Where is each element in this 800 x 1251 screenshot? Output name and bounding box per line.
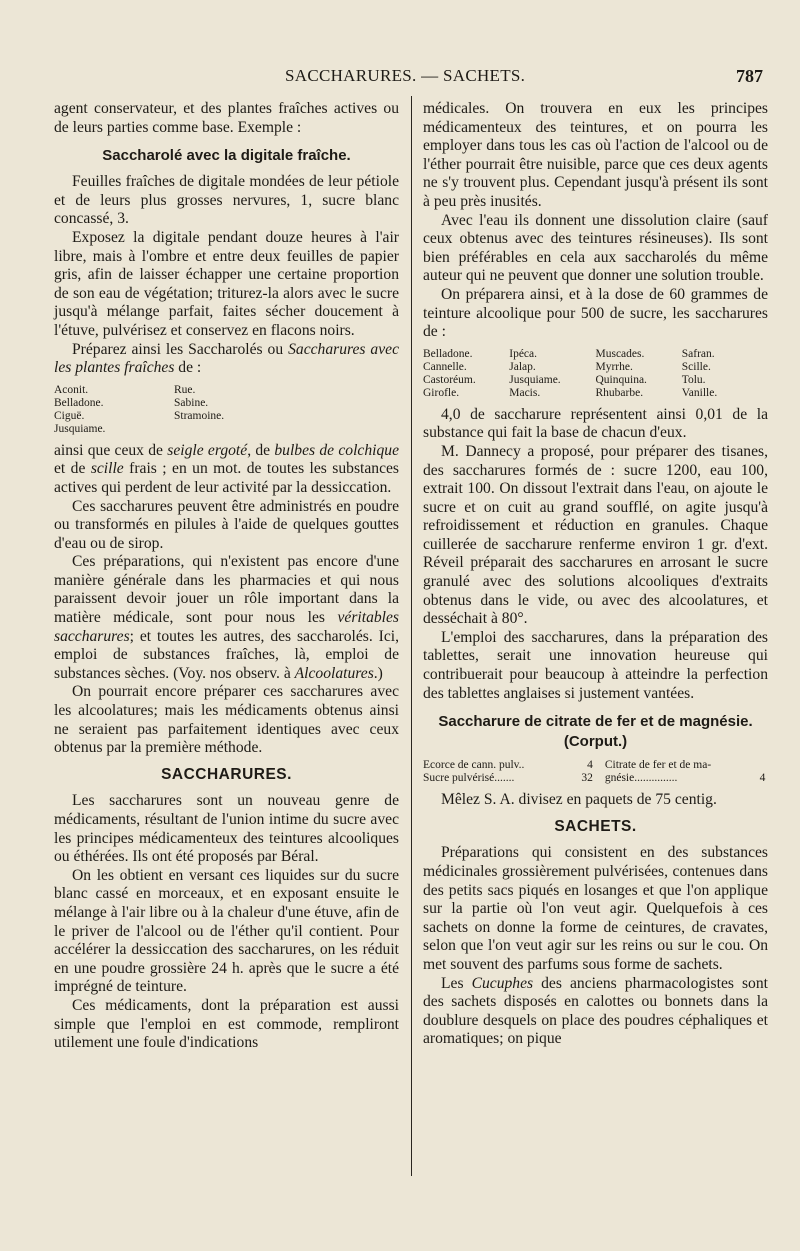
formula-row xyxy=(423,759,768,772)
text-run: ainsi que ceux de xyxy=(54,441,168,459)
list-cell: Rue. xyxy=(174,383,196,396)
list-cell: Aconit. xyxy=(54,383,89,396)
list-cell: Rhubarbe. xyxy=(595,386,644,399)
italic-run: Cucuphes xyxy=(471,974,534,992)
list-cell: Muscades. xyxy=(595,347,645,360)
list-row xyxy=(423,348,768,361)
right-column xyxy=(423,100,768,1049)
paragraph: On les obtient en versant ces liquides sur du sucre blanc cassé en morceaux, et en exposant ensuite le mélange à l'air libre ou à la chaleur d'une étuve, afin de le priver de l'alcool ou de l'éther qu'il contient. Pour accélérer la dessiccation des saccharures, on les réduit en une poudre grossière 24 h. après que le sucre a été imprégné de teinture. xyxy=(54,866,399,996)
page-header xyxy=(0,62,800,92)
paragraph: Exposez la digitale pendant douze heures à l'air libre, mais à l'ombre et entre deux feuilles de papier gris, afin de laisser échapper une certaine proportion de son eau de végétation; triturez-la alors avec le sucre jusqu'à mélange parfait, faites sécher doucement à l'étuve, pulvérisez et conservez en flacons noirs. xyxy=(54,228,399,339)
text-run: Ces préparations, qui n'existent pas encore d'une manière générale dans les pharmacies et qui nous paraissent devoir jouer un rôle important dans la matière médicale, sont pour nous les xyxy=(54,553,399,627)
italic-run: scille xyxy=(90,460,124,478)
list-cell: Belladone. xyxy=(54,396,104,409)
list-cell: Vanille. xyxy=(681,386,718,399)
section-heading: SACCHARURES. xyxy=(161,765,292,783)
italic-run: bulbes de colchique xyxy=(274,441,399,459)
section-subheading: (Corput.) xyxy=(563,733,628,751)
list-cell: Sabine. xyxy=(174,396,209,409)
list-cell: Tolu. xyxy=(681,373,706,386)
plant-list xyxy=(54,384,294,436)
ingredient: gnésie............... xyxy=(604,772,678,785)
list-cell: Ciguë. xyxy=(54,409,85,422)
left-column xyxy=(54,100,399,1053)
running-title: SACCHARURES. — SACHETS. xyxy=(285,66,526,85)
section-heading: Saccharure de citrate de fer et de magnésie. xyxy=(438,713,753,731)
text-run: .) xyxy=(373,664,383,682)
paragraph: On préparera ainsi, et à la dose de 60 grammes de teinture alcoolique pour 500 de sucre, les saccharures de : xyxy=(423,285,768,341)
list-row xyxy=(54,397,294,410)
list-cell: Jusquiame. xyxy=(54,422,106,435)
list-cell xyxy=(174,423,294,436)
ingredient: Sucre pulvérisé....... xyxy=(423,772,515,785)
text-run: et de xyxy=(54,460,91,478)
paragraph: Ces médicaments, dont la préparation est aussi simple que l'emploi en est commode, rempliront utilement une foule d'indications xyxy=(54,996,399,1052)
saccharure-list xyxy=(423,348,768,400)
formula-table xyxy=(423,759,768,785)
paragraph: L'emploi des saccharures, dans la préparation des tablettes, serait une innovation heureuse qui contribuerait pour beaucoup à atteindre la perfection des tablettes anglaises si justement vantées. xyxy=(423,628,768,702)
paragraph xyxy=(54,442,399,498)
text-run: ; et toutes les autres, des saccharolés. Ici, emploi de substances fraîches, là, emploi de substances sèches. (Voy. nos observ. à xyxy=(54,627,399,682)
section-heading: SACHETS. xyxy=(554,817,637,835)
formula-row xyxy=(423,772,768,785)
paragraph: 4,0 de saccharure représentent ainsi 0,01 de la substance qui fait la base de chacun d'eux. xyxy=(423,405,768,442)
ingredient: Ecorce de cann. pulv.. xyxy=(423,759,525,772)
text-run: de : xyxy=(174,359,202,377)
quantity: 32 xyxy=(581,772,593,785)
text-run: Les xyxy=(441,974,472,992)
list-cell: Safran. xyxy=(681,347,715,360)
list-cell: Scille. xyxy=(681,360,711,373)
list-cell: Macis. xyxy=(509,386,541,399)
column-divider xyxy=(411,96,412,1176)
paragraph: M. Dannecy a proposé, pour préparer des tisanes, des saccharures formés de : sucre 1200, eau 100, extrait 100. On dissout l'extrait dans l'eau, on ajoute le sucre et on cuit au grand soufflé, on agite jusqu'à refroidissement et réduction en granules. Chaque cuillerée de saccharure renferme environ 1 gr. d'ext. Réveil préparait des saccharures en arrosant le sucre granulé avec des solutions alcooliques d'extraits obtenus dans le vide, ou avec des alcoolatures, et desséchait à 80°. xyxy=(423,442,768,628)
quantity xyxy=(760,759,768,772)
quantity: 4 xyxy=(759,772,766,785)
paragraph: Ces saccharures peuvent être administrés en poudre ou transformés en pilules à l'aide de quelques gouttes d'eau ou de sirop. xyxy=(54,497,399,552)
paragraph: Feuilles fraîches de digitale mondées de leur pétiole et de leurs plus grosses nervures, 1, sucre blanc concassé, 3. xyxy=(54,173,399,228)
list-row xyxy=(423,387,768,400)
page-number: 787 xyxy=(736,66,763,86)
text-run: Préparez ainsi les Saccharolés ou xyxy=(72,340,289,358)
paragraph: agent conservateur, et des plantes fraîches actives ou de leurs parties comme base. Exemple : xyxy=(54,100,399,136)
list-row xyxy=(423,374,768,387)
italic-run: Alcoolatures xyxy=(294,664,374,682)
paragraph: médicales. On trouvera en eux les principes médicamenteux des teintures, et on pourra les employer dans tous les cas où l'action de l'alcool ou de l'éther pourrait être nuisible, parce que ces deux agents ne s'y trouvent plus. Cependant jusqu'à présent ils sont à peu près inusités. xyxy=(423,100,768,210)
list-cell: Jusquiame. xyxy=(509,373,561,386)
text-run: , de xyxy=(247,441,275,459)
quantity: 4 xyxy=(587,759,593,772)
list-cell: Myrrhe. xyxy=(595,360,633,373)
list-cell: Quinquina. xyxy=(595,373,647,386)
text-run: des anciens pharmacologistes sont des sachets disposés en calottes ou bonnets dans la doublure desquels on place des poudres céphaliques et aromatiques; on pique xyxy=(423,974,768,1048)
italic-run: Saccharures avec les plantes fraîches xyxy=(54,340,399,377)
list-row xyxy=(54,384,294,397)
list-cell: Belladone. xyxy=(423,347,473,360)
italic-run: véritables saccharures xyxy=(54,609,399,645)
list-row xyxy=(54,410,294,423)
list-cell: Castoréum. xyxy=(423,373,476,386)
paragraph xyxy=(54,341,399,378)
paragraph: Les saccharures sont un nouveau genre de médicaments, résultant de l'union intime du sucre avec les principes médicamenteux des teintures alcooliques ou éthérées. Ils ont été proposés par Béral. xyxy=(54,792,399,866)
paragraph xyxy=(423,975,768,1049)
list-cell: Ipéca. xyxy=(509,347,538,360)
paragraph: Avec l'eau ils donnent une dissolution claire (sauf ceux obtenus avec des teintures résineuses). Ils sont bien préférables en cela aux saccharolés du même auteur qui ne peuvent que donner une solution trouble. xyxy=(423,211,768,285)
italic-run: seigle ergoté xyxy=(167,441,248,459)
paragraph: Préparations qui consistent en des substances médicinales grossièrement pulvérisées, contenues dans des petits sacs piqués en losanges et que l'on applique sur la partie où l'on veut agir. Quelquefois à ces sachets on donne la forme de ceintures, de cravates, selon que l'on veut agir sur les reins ou sur le cou. On met souvent des parfums sous forme de sachets. xyxy=(423,844,768,973)
paragraph: Mêlez S. A. divisez en paquets de 75 centig. xyxy=(441,791,717,809)
list-cell: Girofle. xyxy=(423,386,460,399)
text-run: frais ; en un mot. de toutes les substances actives qui perdent de leur activité par la dessiccation. xyxy=(54,460,399,496)
paragraph xyxy=(54,553,399,683)
list-cell: Cannelle. xyxy=(423,360,467,373)
ingredient: Citrate de fer et de ma- xyxy=(604,759,712,772)
paragraph: On pourrait encore préparer ces saccharures avec les alcoolatures; mais les médicaments obtenus ainsi ne seraient pas parfaitement identiques avec ceux obtenus par la première méthode. xyxy=(54,683,399,757)
list-cell: Stramoine. xyxy=(174,409,225,422)
list-row xyxy=(423,361,768,374)
section-heading: Saccharolé avec la digitale fraîche. xyxy=(102,147,351,165)
list-row xyxy=(54,423,294,436)
list-cell: Jalap. xyxy=(509,360,536,373)
